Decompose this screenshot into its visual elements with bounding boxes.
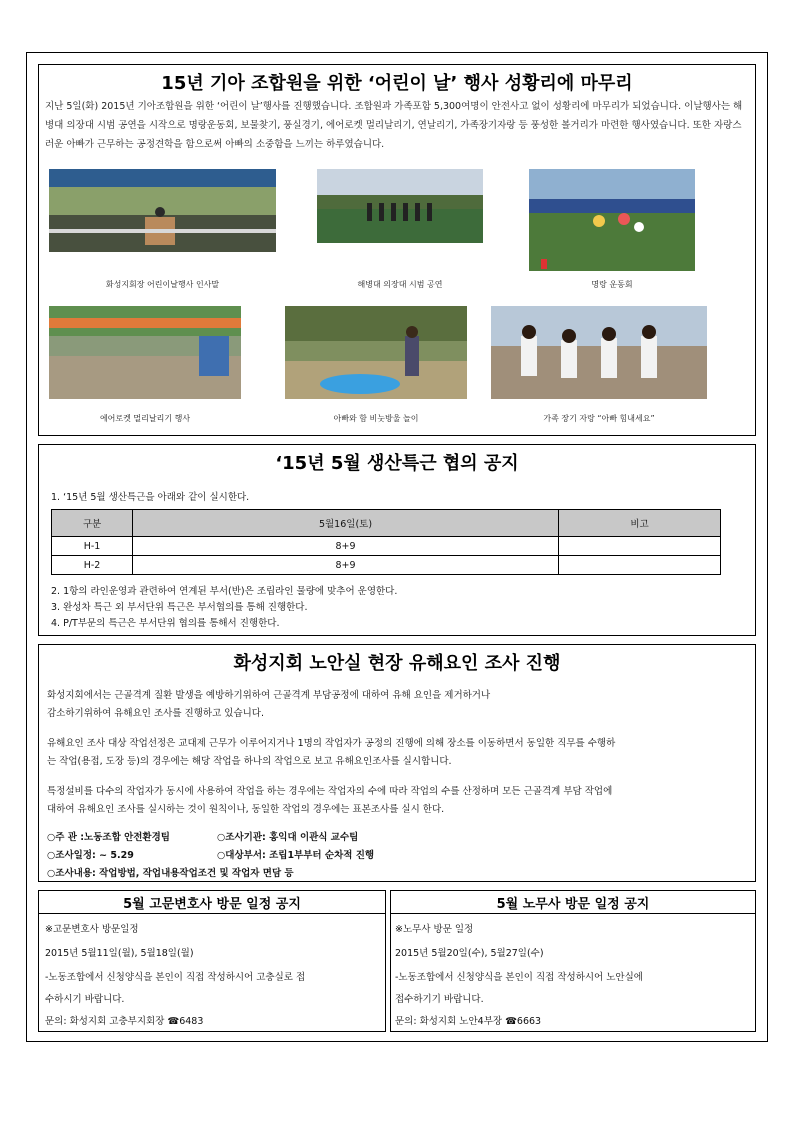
caption-bubbles: 아빠와 함 비눗방울 놀이 xyxy=(333,414,419,423)
caption-talent-show: 가족 장기 자랑 “아빠 힘내세요” xyxy=(543,414,655,423)
hazard-p2-line2: 는 작업(용접, 도장 등)의 경우에는 해당 작업을 하나의 작업으로 보고 유해요인조사를 실시합니다. xyxy=(47,756,452,767)
photo-air-rocket xyxy=(49,306,241,399)
hazard-info-agency: ○조사기관: 홍익대 이관식 교수팀 xyxy=(217,832,359,843)
lawyer-visit-notice xyxy=(38,890,386,1032)
lawyer-visit-contact: 문의: 화성지회 고충부지회장 ☎6483 xyxy=(45,1016,204,1027)
table-header: 5월16일(토) xyxy=(133,510,559,537)
table-cell xyxy=(559,537,721,556)
lawyer-visit-heading: ※고문변호사 방문일정 xyxy=(45,924,139,935)
overtime-notice-title: ‘15년 5월 생산특근 협의 공지 xyxy=(275,453,519,474)
hazard-survey-article xyxy=(38,644,756,882)
caption-greeting: 화성지회장 어린이날행사 인사말 xyxy=(105,280,220,289)
labor-attorney-visit-instruction: -노동조합에서 신청양식을 본인이 직접 작성하시어 노안실에 xyxy=(395,972,643,983)
overtime-notice xyxy=(38,444,756,636)
table-row xyxy=(52,556,721,575)
hazard-p2-line1: 유해요인 조사 대상 작업선정은 교대제 근무가 이루어지거나 1명의 작업자가 공정의 진행에 의해 장소를 이동하면서 동일한 직무를 수행하 xyxy=(47,738,616,749)
labor-attorney-visit-title: 5월 노무사 방문 일정 공지 xyxy=(496,897,650,912)
table-cell: H-2 xyxy=(52,556,133,575)
hazard-info-content: ○조사내용: 작업방법, 작업내용작업조건 및 작업자 면담 등 xyxy=(47,868,294,879)
hazard-p1-line1: 화성지회에서는 근골격계 질환 발생을 예방하기위하여 근골격계 부담공정에 대하여 유해 요인을 제거하거나 xyxy=(47,690,491,701)
labor-attorney-visit-notice xyxy=(390,890,756,1032)
table-cell: 8+9 xyxy=(133,537,559,556)
labor-attorney-visit-dates: 2015년 5월20일(수), 5월27일(수) xyxy=(395,948,544,959)
hazard-info-schedule: ○조사일정: ~ 5.29 xyxy=(47,850,134,861)
overtime-item-4: 4. P/T부문의 특근은 부서단위 협의를 통해서 진행한다. xyxy=(51,618,280,629)
table-cell: H-1 xyxy=(52,537,133,556)
labor-attorney-visit-instruction-cont: 접수하기기 바랍니다. xyxy=(395,994,484,1005)
table-cell xyxy=(559,556,721,575)
hazard-p3-line1: 특정설비를 다수의 작업자가 동시에 사용하여 작업을 하는 경우에는 작업자의 수에 따라 작업의 수를 산정하며 모든 근골격계 부담 작업에 xyxy=(47,786,613,797)
lawyer-visit-instruction: -노동조합에서 신청양식을 본인이 직접 작성하시어 고충실로 접 xyxy=(45,972,306,983)
hazard-p1-line2: 감소하기위하여 유해요인 조사를 진행하고 있습니다. xyxy=(47,708,264,719)
lawyer-visit-instruction-cont: 수하시기 바랍니다. xyxy=(45,994,125,1005)
hazard-survey-title: 화성지회 노안실 현장 유해요인 조사 진행 xyxy=(233,653,561,674)
labor-attorney-visit-contact: 문의: 화성지회 노안4부장 ☎6663 xyxy=(395,1016,542,1027)
overtime-item-1: 1. ‘15년 5월 생산특근을 아래와 같이 실시한다. xyxy=(51,492,250,503)
caption-air-rocket: 에어로켓 멀리날리기 행사 xyxy=(99,414,191,423)
event-article-body: 지난 5일(화) 2015년 기아조합원을 위한 ‘어린이 날’행사를 진행했습니다. 조합원과 가족포함 5,300여명이 안전사고 없이 성황리에 마무리가 되었습니다. 이날행사는 해병대 의장대 시범 공연을 시작으로 명랑운동회, 보물찾기, 풍실경기, 에어로켓 멀리날리기, 연날리기, 가족장기자랑 등 풍성한 볼거리가 마련한 행사였습니다. 또한 자랑스러운 아빠가 근무하는 공정견학을 함으로써 아빠의 소중함을 느끼는 하루였습니다. xyxy=(45,101,743,150)
event-article xyxy=(38,64,756,436)
table-row xyxy=(52,537,721,556)
lawyer-visit-dates: 2015년 5월11일(월), 5월18일(월) xyxy=(45,948,194,959)
labor-attorney-visit-heading: ※노무사 방문 일정 xyxy=(395,924,474,935)
table-header: 비고 xyxy=(559,510,721,537)
table-cell: 8+9 xyxy=(133,556,559,575)
caption-honor-guard: 해병대 의장대 시범 공연 xyxy=(357,280,443,289)
photo-bubbles xyxy=(285,306,467,399)
table-header: 구분 xyxy=(52,510,133,537)
photo-greeting xyxy=(49,169,276,252)
overtime-item-2: 2. 1항의 라인운영과 관련하여 연계된 부서(반)은 조립라인 물량에 맞추어 운영한다. xyxy=(51,586,398,597)
hazard-p3-line2: 대하여 유해요인 조사를 실시하는 것이 원칙이나, 동일한 작업의 경우에는 표본조사를 실시 한다. xyxy=(47,804,445,815)
hazard-info-organizer: ○주 관 :노동조합 안전환경팀 xyxy=(47,832,170,843)
overtime-schedule-table xyxy=(51,509,721,575)
photo-honor-guard xyxy=(317,169,483,243)
lawyer-visit-title: 5월 고문변호사 방문 일정 공지 xyxy=(123,897,301,912)
photo-sports-day xyxy=(529,169,695,271)
photo-talent-show xyxy=(491,306,707,399)
overtime-item-3: 3. 완성차 특근 외 부서단위 특근은 부서협의를 통해 진행한다. xyxy=(51,602,308,613)
hazard-info-departments: ○대상부서: 조립1부부터 순차적 진행 xyxy=(217,850,375,861)
caption-sports-day: 명랑 운동회 xyxy=(591,280,633,289)
event-article-title: 15년 기아 조합원을 위한 ‘어린이 날’ 행사 성황리에 마무리 xyxy=(161,73,633,94)
